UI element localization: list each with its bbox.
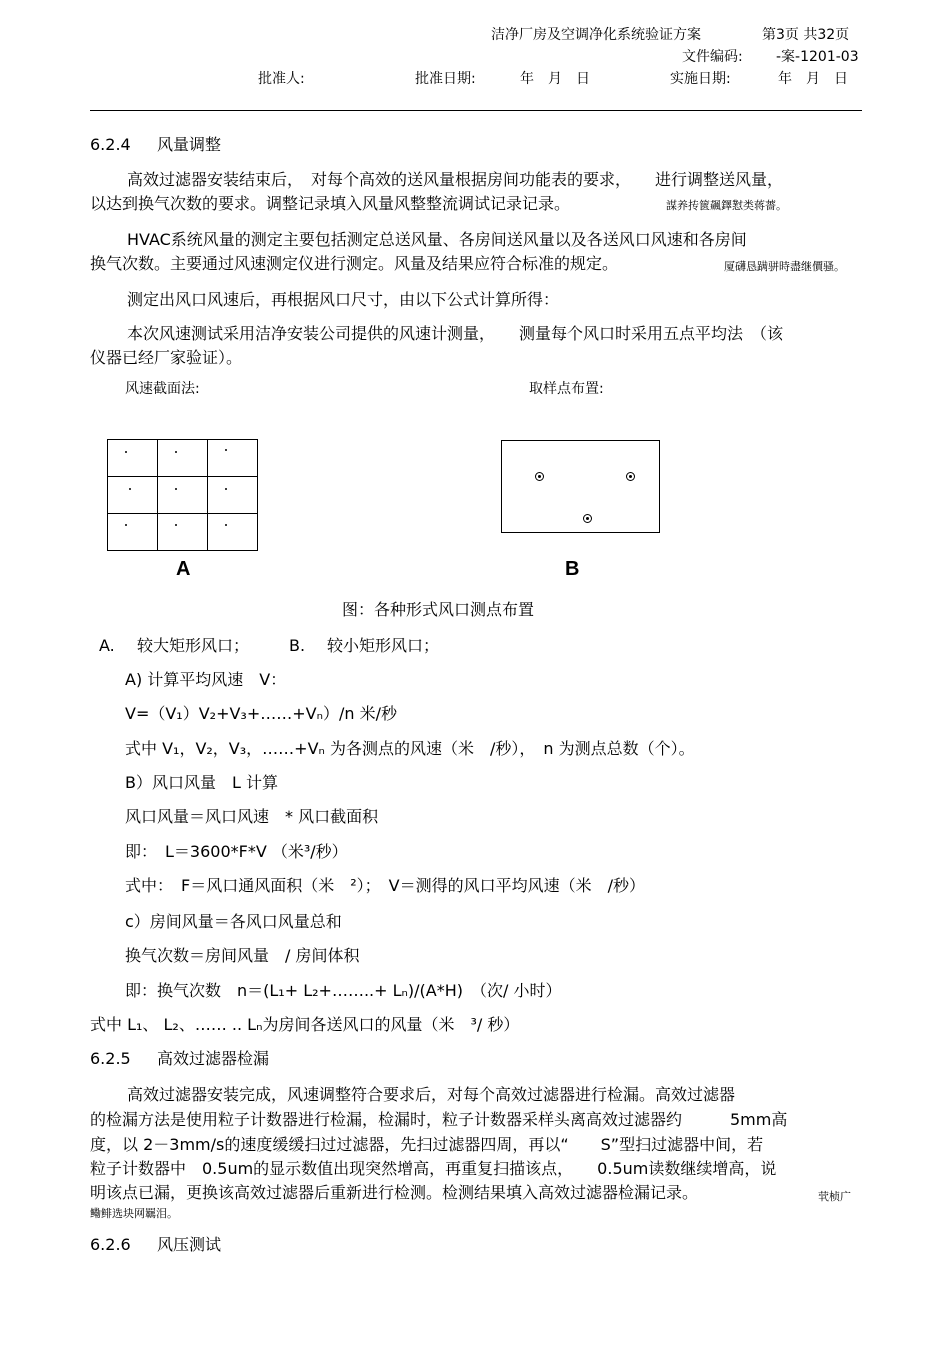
noise-text: 茕桢广: [818, 1190, 851, 1203]
formula-line: 式中： F＝风口通风面积（米 ²）； V＝测得的风口平均风速（米 /秒）: [125, 876, 645, 895]
doc-title: 洁净厂房及空调净化系统验证方案: [491, 27, 701, 43]
paragraph-line: HVAC系统风量的测定主要包括测定总送风量、各房间送风量以及各送风口风速和各房间: [127, 230, 747, 249]
paragraph-line: 高效过滤器安装完成，风速调整符合要求后，对每个高效过滤器进行检漏。高效过滤器: [127, 1085, 736, 1104]
measure-point: [225, 449, 227, 451]
header-divider: [90, 110, 862, 111]
section-title: 高效过滤器检漏: [157, 1049, 270, 1068]
page-number: 第3页 共32页: [762, 27, 850, 43]
paragraph-line: 粒子计数器中 0.5um的显示数值出现突然增高，再重复扫描该点， 0.5um读数继续增高，说: [90, 1159, 777, 1178]
paragraph-line: 高效过滤器安装结束后， 对每个高效的送风量根据房间功能表的要求， 进行调整送风量，: [127, 170, 784, 189]
noise-text: 厦礴恳蹒骈時盡继價骚。: [724, 260, 845, 273]
noise-text: 鳓鲱选块网羈泪。: [90, 1207, 178, 1220]
noise-text: 謀养抟篋飆鐸懟类蒋薔。: [666, 199, 787, 212]
approver-label: 批准人:: [258, 71, 305, 87]
type-a-number: A.: [99, 636, 115, 655]
measure-point: [175, 451, 177, 453]
paragraph-line: 测定出风口风速后，再根据风口尺寸，由以下公式计算所得：: [127, 290, 560, 309]
formula-line: V=（V₁）V₂+V₃+……+Vₙ）/n 米/秒: [125, 704, 397, 723]
figure-a-letter: A: [176, 558, 191, 580]
grid-diagram-a: [107, 439, 258, 551]
paragraph-line: 的检漏方法是使用粒子计数器进行检漏，检漏时，粒子计数器采样头离高效过滤器约 5mm高: [90, 1110, 788, 1129]
formula-line: c）房间风量＝各风口风量总和: [125, 912, 342, 931]
measure-point: [125, 451, 127, 453]
exec-date-label: 实施日期:: [670, 71, 731, 87]
paragraph-line: 以达到换气次数的要求。调整记录填入风量风整整流调试记录记录。: [90, 194, 571, 213]
measure-point: [225, 488, 227, 490]
paragraph-line: 度，以 2－3mm/s的速度缓缓扫过过滤器，先扫过滤器四周，再以“ S”型扫过滤器中间，若: [90, 1135, 764, 1154]
sample-point: [626, 472, 635, 481]
section-number: 6.2.6: [90, 1235, 131, 1254]
formula-line: 式中 V₁，V₂，V₃，……+Vₙ 为各测点的风速（米 /秒）， n 为测点总数（个）。: [125, 739, 695, 758]
section-number: 6.2.4: [90, 135, 131, 154]
section-title: 风量调整: [157, 135, 222, 154]
paragraph-line: 换气次数。主要通过风速测定仪进行测定。风量及结果应符合标准的规定。: [90, 254, 619, 273]
measure-point: [175, 488, 177, 490]
formula-line: B）风口风量 L 计算: [125, 773, 278, 792]
approve-date-label: 批准日期:: [415, 71, 476, 87]
paragraph-line: 仪器已经厂家验证）。: [90, 348, 243, 367]
sample-point: [583, 514, 592, 523]
type-a-text: 较大矩形风口；: [137, 636, 250, 655]
sample-point: [535, 472, 544, 481]
paragraph-line: 本次风速测试采用洁净安装公司提供的风速计测量， 测量每个风口时采用五点平均法 （该: [127, 324, 784, 343]
figure-label-b: 取样点布置:: [529, 381, 604, 397]
exec-date-value: 年 月 日: [778, 71, 848, 87]
paragraph-line: 明该点已漏，更换该高效过滤器后重新进行检测。检测结果填入高效过滤器检漏记录。: [90, 1183, 699, 1202]
measure-point: [125, 524, 127, 526]
sample-diagram-b: [501, 440, 660, 533]
measure-point: [175, 524, 177, 526]
figure-b-letter: B: [565, 558, 580, 580]
formula-line: 换气次数＝房间风量 / 房间体积: [125, 946, 360, 965]
measure-point: [225, 524, 227, 526]
formula-line: 即： L＝3600*F*V （米³/秒）: [125, 842, 348, 861]
figure-caption: 图：各种形式风口测点布置: [342, 600, 535, 619]
document-code: -案-1201-03: [776, 49, 859, 65]
section-title: 风压测试: [157, 1235, 222, 1254]
formula-line: 风口风量＝风口风速 * 风口截面积: [125, 807, 379, 826]
formula-line: 式中 L₁、 L₂、…… .. Lₙ为房间各送风口的风量（米 ³/ 秒）: [90, 1015, 520, 1034]
formula-line: 即：换气次数 n＝(L₁+ L₂+……..+ Lₙ)/(A*H) （次/ 小时）: [125, 981, 562, 1000]
formula-line: A) 计算平均风速 V：: [125, 670, 287, 689]
type-b-number: B.: [289, 636, 306, 655]
measure-point: [129, 488, 131, 490]
approve-date-value: 年 月 日: [520, 71, 590, 87]
section-number: 6.2.5: [90, 1049, 131, 1068]
code-label: 文件编码:: [682, 49, 743, 65]
figure-label-a: 风速截面法:: [125, 381, 200, 397]
type-b-text: 较小矩形风口；: [327, 636, 440, 655]
